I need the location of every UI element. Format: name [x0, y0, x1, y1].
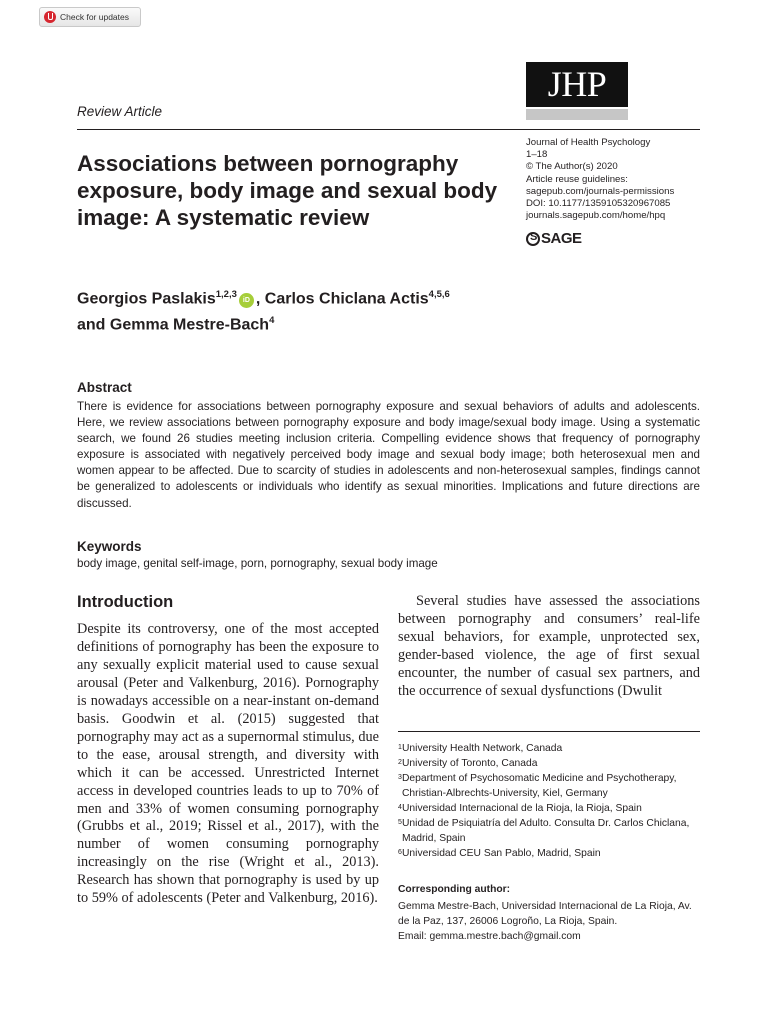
journal-meta — [526, 137, 704, 222]
affiliation-number: 3 — [398, 774, 402, 781]
affiliation-text: Unidad de Psiquiatría del Adulto. Consulta Dr. Carlos Chiclana, Madrid, Spain — [402, 818, 690, 844]
abstract-text: There is evidence for associations between pornography exposure and sexual behaviors of adults and adolescents. Here, we review associations between pornography exposure and body image/sexual body image. Using a systematic search, we found 26 studies meeting inclusion criteria. Compelling evidence shows that frequency of pornography exposure is associated with negatively perceived body image and sexual body image; both heterosexual men and women appear to be affected. Due to scarcity of studies in adolescents and non-heterosexual samples, findings cannot be generalized to adolescents or individuals who identify as sexual minorities. Implications and future directions are discussed. — [77, 400, 700, 510]
author-affiliation-ref: 1,2,3 — [215, 289, 237, 300]
reuse-label: Article reuse guidelines: — [526, 173, 628, 185]
abstract-heading: Abstract — [77, 380, 132, 395]
author-name: Carlos Chiclana Actis — [264, 290, 429, 308]
article-type: Review Article — [77, 104, 163, 119]
corresponding-author-details — [398, 899, 700, 944]
author-name: Gemma Mestre-Bach — [109, 316, 270, 334]
affiliation-text: Department of Psychosomatic Medicine and Psychotherapy, Christian-Albrechts-University, Kiel, Germany — [402, 773, 677, 799]
author-affiliation-ref: 4 — [269, 315, 275, 327]
journal-logo-bar — [526, 109, 628, 120]
introduction-paragraph-left: Despite its controversy, one of the most accepted definitions of pornography has been the exposure to any sexually explicit material used to cause sexual arousal (Peter and Valkenburg, 2016). Pornography is nowadays accessible on a near-instant on-demand basis. Goodwin et al. (2015) suggested that pornography may act as a supernormal stimulus, due to the ease, arousal strength, and diversity with which it can be accessed. Unrestricted Internet access in developed countries leads to up to 70% of men and 33% of women consuming pornography (Grubbs et al., 2019; Rissel et al., 2017), with the number of women consuming pornography increasingly on the rise (Wright et al., 2013). Research has shown that pornography is used by up to 59% of adolescents (Peter and Valkenburg, 2016). — [77, 621, 379, 907]
affiliation-text: Universidad CEU San Pablo, Madrid, Spain — [402, 848, 601, 859]
journal-logo-text: JHP — [547, 64, 607, 104]
doi-link[interactable]: DOI: 10.1177/1359105320967085 — [526, 198, 671, 210]
affiliation-item — [398, 771, 700, 801]
author-separator: , — [255, 290, 265, 308]
copyright: © The Author(s) 2020 — [526, 161, 618, 173]
affiliation-number: 2 — [398, 759, 402, 766]
affiliation-number: 4 — [398, 804, 402, 811]
affiliation-item — [398, 846, 700, 861]
affiliation-item — [398, 756, 700, 771]
affiliation-number: 1 — [398, 744, 402, 751]
journal-logo — [526, 62, 628, 107]
page-range: 1–18 — [526, 149, 548, 161]
journal-home-link[interactable]: journals.sagepub.com/home/hpq — [526, 210, 666, 222]
publisher-logo — [526, 230, 582, 247]
affiliation-text: University Health Network, Canada — [402, 743, 563, 754]
author-list — [77, 284, 537, 337]
check-for-updates-label: Check for updates — [60, 12, 129, 22]
affiliation-item — [398, 741, 700, 756]
corresponding-author-heading: Corresponding author: — [398, 884, 511, 895]
affiliation-item — [398, 801, 700, 816]
affiliation-text: University of Toronto, Canada — [402, 758, 538, 769]
publisher-name: SAGE — [541, 230, 582, 247]
journal-name: Journal of Health Psychology — [526, 137, 651, 148]
introduction-heading: Introduction — [77, 593, 174, 611]
introduction-paragraph-right: Several studies have assessed the associations between pornography and consumers’ real-life sexual behaviors, for example, unprotected sex, gender-based violence, the age of first sexual encounter, the number of casual sex partners, and the occurrence of sexual dysfunctions (Dwulit — [398, 593, 700, 699]
affiliation-number: 5 — [398, 819, 402, 826]
update-icon — [44, 11, 56, 23]
affiliation-list — [398, 741, 700, 861]
keywords-text: body image, genital self-image, porn, pornography, sexual body image — [77, 557, 438, 570]
author-name: Georgios Paslakis — [77, 290, 216, 308]
corresponding-author-address: Gemma Mestre-Bach, Universidad Internacional de La Rioja, Av. de la Paz, 137, 26006 Logroño, La Rioja, Spain. — [398, 901, 692, 927]
sage-logo-icon — [526, 232, 540, 246]
header-divider — [77, 129, 700, 130]
check-for-updates-button[interactable] — [39, 7, 141, 27]
author-affiliation-ref: 4,5,6 — [428, 289, 450, 300]
footnote-divider — [398, 731, 700, 732]
keywords-heading: Keywords — [77, 539, 142, 554]
orcid-icon[interactable]: iD — [239, 293, 254, 308]
author-separator: and — [77, 316, 110, 334]
affiliation-number: 6 — [398, 849, 402, 856]
affiliation-item — [398, 816, 700, 846]
reuse-link[interactable]: sagepub.com/journals-permissions — [526, 185, 675, 197]
corresponding-author-email[interactable]: Email: gemma.mestre.bach@gmail.com — [398, 931, 581, 942]
affiliation-text: Universidad Internacional de la Rioja, la Rioja, Spain — [402, 803, 642, 814]
article-title: Associations between pornography exposure, body image and sexual body image: A systematic review — [77, 151, 498, 230]
